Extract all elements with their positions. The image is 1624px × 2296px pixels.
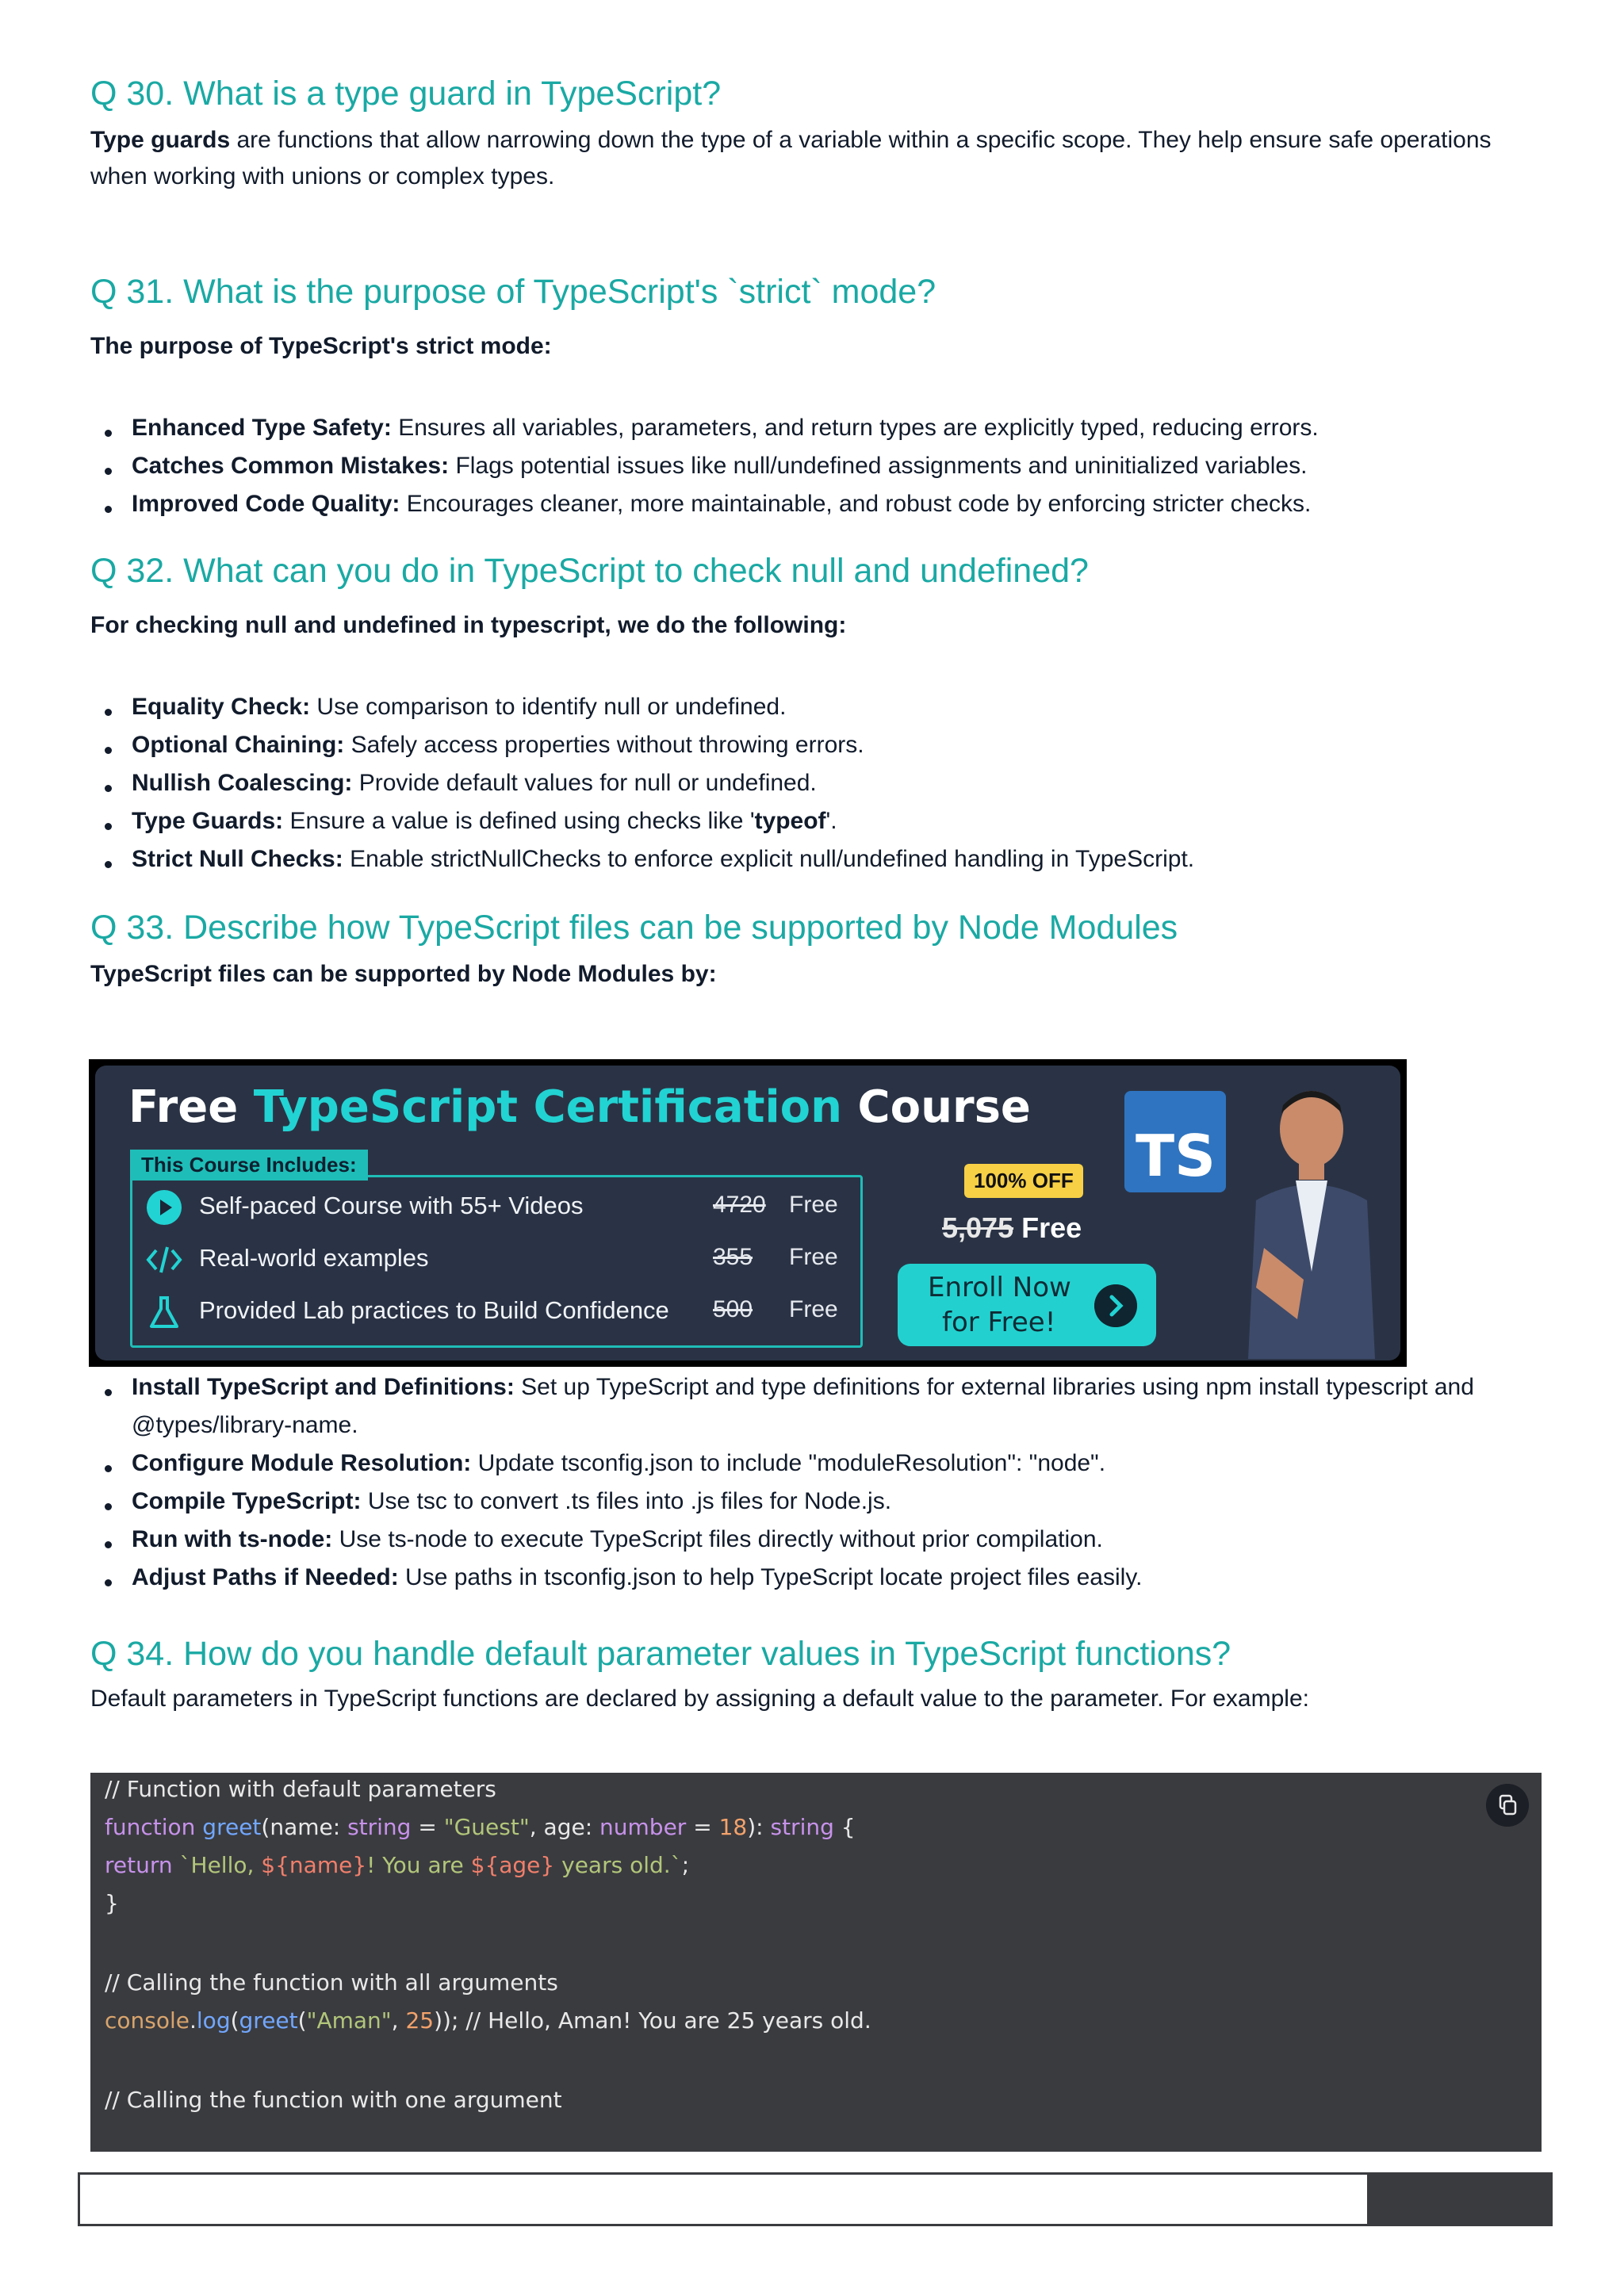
- banner-row-label: Self-paced Course with 55+ Videos: [199, 1192, 584, 1219]
- banner-panel: [95, 1066, 1400, 1360]
- list-term: Compile TypeScript:: [132, 1488, 362, 1514]
- typescript-logo-text: TS: [1136, 1123, 1216, 1189]
- course-banner[interactable]: [89, 1059, 1407, 1367]
- list-item: [90, 447, 1549, 485]
- list-desc: Enable strictNullChecks to enforce explicit null/undefined handling in TypeScript.: [343, 846, 1195, 872]
- q33-title: Q 33. Describe how TypeScript files can be supported by Node Modules: [90, 909, 1178, 947]
- list-desc: Use paths in tsconfig.json to help TypeScript locate project files easily.: [398, 1564, 1143, 1590]
- banner-row-free: Free: [789, 1244, 838, 1270]
- banner-row-old-price: 355: [713, 1244, 753, 1270]
- list-desc: Use comparison to identify null or undefined.: [310, 694, 787, 720]
- footer-dark-block: [1367, 2172, 1553, 2226]
- code-line: return `Hello, ${name}! You are ${age} years old.`;: [105, 1852, 690, 1878]
- list-item: [90, 688, 1549, 726]
- list-desc: Provide default values for null or undefined.: [352, 770, 817, 796]
- flask-icon: [145, 1293, 183, 1331]
- list-item: [90, 802, 1549, 840]
- banner-price-free: Free: [1013, 1211, 1082, 1244]
- q30-title: Q 30. What is a type guard in TypeScript?: [90, 75, 722, 113]
- list-term: Improved Code Quality:: [132, 491, 400, 517]
- banner-includes-box: [130, 1175, 863, 1348]
- list-desc: Use tsc to convert .ts files into .js files for Node.js.: [361, 1488, 892, 1514]
- code-block: [90, 1773, 1542, 2152]
- list-item: [90, 1368, 1549, 1445]
- list-item: [90, 1559, 1549, 1597]
- banner-row-old-price: 500: [713, 1296, 753, 1322]
- code-line: console.log(greet("Aman", 25)); // Hello, Aman! You are 25 years old.: [105, 2007, 871, 2034]
- footer-box: [78, 2172, 1370, 2226]
- list-item: [90, 1445, 1549, 1483]
- chevron-right-icon: [1094, 1284, 1137, 1327]
- banner-price: [942, 1211, 1082, 1245]
- list-item: [90, 485, 1549, 523]
- list-item: [90, 1483, 1549, 1521]
- list-desc: Ensure a value is defined using checks like ': [283, 808, 755, 834]
- q33-lead: TypeScript files can be supported by Node Modules by:: [90, 961, 717, 987]
- q30-answer: [90, 122, 1549, 195]
- list-desc: Update tsconfig.json to include "moduleResolution": "node".: [471, 1450, 1106, 1476]
- list-item: [90, 840, 1549, 878]
- code-line: }: [105, 1890, 119, 1916]
- list-term: Run with ts-node:: [132, 1526, 333, 1552]
- banner-row: [132, 1182, 860, 1233]
- list-tail: '.: [825, 808, 837, 834]
- enroll-button[interactable]: [898, 1264, 1156, 1346]
- list-item: [90, 764, 1549, 802]
- banner-row-free: Free: [789, 1192, 838, 1218]
- banner-old-price: 5,075: [942, 1211, 1014, 1244]
- banner-row-label: Real-world examples: [199, 1244, 429, 1272]
- banner-row-label: Provided Lab practices to Build Confidence: [199, 1296, 669, 1324]
- list-term: Strict Null Checks:: [132, 846, 343, 872]
- code-line: function greet(name: string = "Guest", age: number = 18): string {: [105, 1814, 856, 1840]
- banner-title-teal: TypeScript Certification: [253, 1081, 843, 1133]
- list-term: Install TypeScript and Definitions:: [132, 1374, 515, 1400]
- list-term: Optional Chaining:: [132, 732, 345, 758]
- banner-title-course: Course: [842, 1081, 1031, 1133]
- list-term: Nullish Coalescing:: [132, 770, 353, 796]
- list-desc: Ensures all variables, parameters, and return types are explicitly typed, reducing errors.: [391, 415, 1319, 441]
- discount-badge: 100% OFF: [964, 1164, 1083, 1198]
- list-desc: Encourages cleaner, more maintainable, and robust code by enforcing stricter checks.: [400, 491, 1312, 517]
- q32-list: [90, 688, 1549, 878]
- banner-title-free: Free: [128, 1081, 254, 1133]
- code-icon: [145, 1241, 183, 1279]
- banner-row: [132, 1287, 860, 1337]
- enroll-label-1: Enroll Now: [928, 1272, 1071, 1303]
- q32-lead: For checking null and undefined in typescript, we do the following:: [90, 612, 847, 638]
- list-term: Configure Module Resolution:: [132, 1450, 472, 1476]
- q30-bold: Type guards: [90, 127, 231, 153]
- list-item: [90, 1521, 1549, 1559]
- q33-list: [90, 1368, 1549, 1597]
- list-term: Enhanced Type Safety:: [132, 415, 392, 441]
- copy-icon[interactable]: [1486, 1784, 1529, 1827]
- list-item: [90, 409, 1549, 447]
- q34-text: Default parameters in TypeScript functions are declared by assigning a default value to the parameter. For example:: [90, 1686, 1309, 1712]
- code-comment: // Calling the function with one argument: [105, 2087, 562, 2113]
- instructor-photo: [1232, 1081, 1391, 1359]
- list-desc: Safely access properties without throwing errors.: [344, 732, 864, 758]
- list-term: Type Guards:: [132, 808, 284, 834]
- q31-lead: The purpose of TypeScript's strict mode:: [90, 333, 552, 359]
- list-term: Catches Common Mistakes:: [132, 453, 450, 479]
- list-term: Adjust Paths if Needed:: [132, 1564, 399, 1590]
- code-comment: // Function with default parameters: [105, 1776, 496, 1802]
- q34-title: Q 34. How do you handle default parameter values in TypeScript functions?: [90, 1635, 1231, 1673]
- play-icon: [145, 1188, 183, 1226]
- list-term: Equality Check:: [132, 694, 311, 720]
- banner-row-free: Free: [789, 1296, 838, 1322]
- list-desc: Use ts-node to execute TypeScript files directly without prior compilation.: [332, 1526, 1103, 1552]
- banner-row: [132, 1234, 860, 1285]
- list-desc: Flags potential issues like null/undefined assignments and uninitialized variables.: [449, 453, 1308, 479]
- list-desc: Set up TypeScript and type definitions for external libraries using npm install typescript and @types/library-name.: [132, 1374, 1474, 1438]
- list-item: [90, 726, 1549, 764]
- list-inline-bold: typeof: [754, 808, 826, 834]
- q31-title: Q 31. What is the purpose of TypeScript's `strict` mode?: [90, 273, 936, 311]
- q31-list: [90, 409, 1549, 523]
- banner-includes-tag: This Course Includes:: [130, 1150, 368, 1181]
- q30-text: are functions that allow narrowing down the type of a variable within a specific scope. They help ensure safe operations when working with unions or complex types.: [90, 127, 1492, 189]
- banner-title: [128, 1081, 1031, 1133]
- q32-title: Q 32. What can you do in TypeScript to check null and undefined?: [90, 552, 1089, 590]
- banner-row-old-price: 4720: [713, 1192, 766, 1218]
- typescript-logo: [1124, 1091, 1226, 1192]
- enroll-label-2: for Free!: [942, 1307, 1056, 1338]
- code-comment: // Calling the function with all arguments: [105, 1969, 558, 1996]
